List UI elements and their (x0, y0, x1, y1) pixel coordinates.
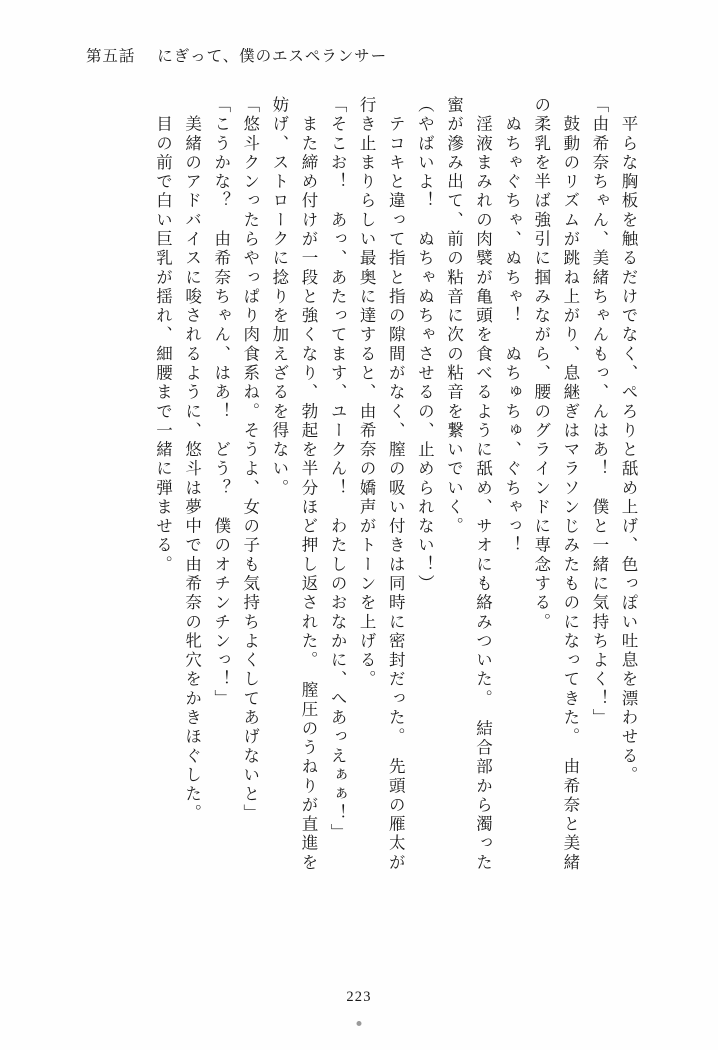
text-column: 蜜が滲み出て、前の粘音に次の粘音を繋いでいく。 (444, 96, 464, 537)
text-column: （やばいよ！ ぬちゃぬちゃさせるの、止められない！） (415, 96, 435, 594)
page-number: 223 (346, 989, 372, 1005)
text-column: テコキと違って指と指の隙間がなく、膣の吸い付きは同時に密封だった。 先頭の雁太が (386, 96, 406, 873)
body-text-area (82, 96, 636, 956)
text-column: 「そこお！ あっ、あたってます、ユークん！ わたしのおなかに、へあっえぁぁ！」 (328, 96, 348, 843)
text-column: 「悠斗クンったらやっぱり肉食系ね。そうよ、女の子も気持ちよくしてあげないと」 (240, 96, 260, 824)
text-column: 美緒のアドバイスに唆されるように、悠斗は夢中で由希奈の牝穴をかきほぐした。 (182, 96, 202, 824)
vertical-text-columns (141, 96, 636, 956)
text-column: また締め付けが一段と強くなり、勃起を半分ほど押し返された。 膣圧のうねりが直進を (298, 96, 318, 873)
text-column: 「こうかな？ 由希奈ちゃん、はあ！ どう？ 僕のオチンチンっ！」 (211, 96, 231, 709)
text-column: 淫液まみれの肉襞が亀頭を食べるように舐め、サオにも絡みついた。 結合部から濁った (473, 96, 493, 873)
footer-ornament-dot (357, 1021, 362, 1026)
chapter-title: にぎって、僕のエスペランサー (157, 48, 388, 65)
running-head (86, 44, 387, 66)
text-column: 妨げ、ストロークに捻りを加えざるを得ない。 (269, 96, 289, 498)
text-column: 行き止まりらしい最奥に達すると、由希奈の嬌声がトーンを上げる。 (357, 96, 377, 690)
text-column: 鼓動のリズムが跳ね上がり、息継ぎはマラソンじみたものになってきた。 由希奈と美緒 (560, 96, 580, 873)
text-column: の柔乳を半ば強引に掴みながら、腰のグラインドに専念する。 (531, 96, 551, 632)
chapter-number: 第五話 (86, 48, 136, 65)
text-column: 平らな胸板を触るだけでなく、ぺろりと舐め上げ、色っぽい吐息を漂わせる。 (619, 96, 638, 786)
text-column: 目の前で白い巨乳が揺れ、細腰まで一緒に弾ませる。 (153, 96, 173, 575)
text-column: ぬちゃぐちゃ、ぬちゃ！ ぬちゅちゅ、ぐちゃっ！ (502, 96, 522, 556)
text-column: 「由希奈ちゃん、美緒ちゃんもっ、んはあ！ 僕と一緒に気持ちよく！」 (589, 96, 609, 728)
